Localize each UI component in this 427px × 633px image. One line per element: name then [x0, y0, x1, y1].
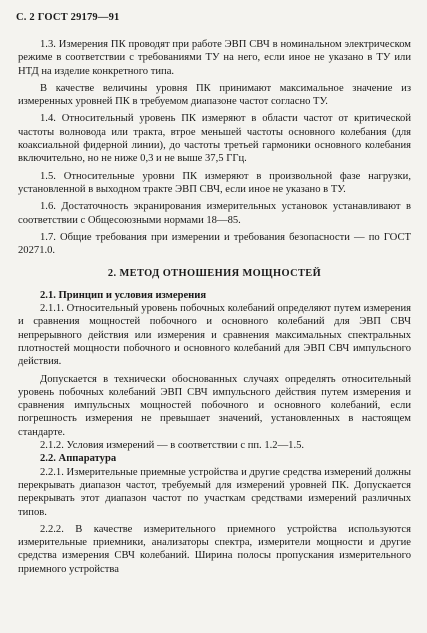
running-header: С. 2 ГОСТ 29179—91	[16, 12, 120, 23]
paragraph-1-6: 1.6. Достаточность экранирования измерительных установок устанавливают в соответствии с Общесоюзными нормами 18—85.	[18, 201, 411, 226]
paragraph-1-3: 1.3. Измерения ПК проводят при работе ЭВП СВЧ в номинальном электрическом режиме в соответствии с требованиями ТУ на него, если иное не указано в ТУ или НТД на изделие конкретного типа.	[18, 39, 411, 77]
subsection-2-2-heading: 2.2. Аппаратура	[40, 453, 117, 465]
paragraph-1-5: 1.5. Относительные уровни ПК измеряют в произвольной фазе нагрузки, установленной в выходном тракте ЭВП СВЧ, если иное не указано в ТУ.	[18, 170, 411, 195]
paragraph-1-3-value: В качестве величины уровня ПК принимают максимальное значение из измеренных уровней ПК в требуемом диапазоне частот согласно ТУ.	[18, 82, 411, 108]
paragraph-2-2-1: 2.2.1. Измерительные приемные устройства и другие средства измерений должны перекрывать диапазон частот, требуемый для измерений уровней ПК. Допускается перекрывать этот диапазон частот по участкам средствами измерений различных типов.	[18, 466, 411, 518]
paragraph-1-7: 1.7. Общие требования при измерении и требования безопасности — по ГОСТ 20271.0.	[18, 231, 411, 257]
paragraph-1-4: 1.4. Относительный уровень ПК измеряют в области частот от критической частоты волновода или тракта, втрое меньшей частоты основного колебания (для коаксиальной фидерной линии), до частоты третьей гармоники основного колебания включительно, но не ниже 0,3 и не выше 37,5 ГГц.	[18, 113, 411, 165]
paragraph-2-2-2: 2.2.2. В качестве измерительного приемного устройства используются измерительные приемники, анализаторы спектра, измерители мощности и другие средства измерения СВЧ колебаний. Ширина полосы пропускания измерительного приемного устройства	[18, 523, 411, 575]
subsection-2-1-heading: 2.1. Принцип и условия измерения	[40, 289, 207, 301]
section-title: 2. МЕТОД ОТНОШЕНИЯ МОЩНОСТЕЙ	[107, 268, 322, 280]
paragraph-allowed: Допускается в технически обоснованных случаях определять относительный уровень побочных колебаний ЭВП СВЧ импульсного действия путем измерения и сравнения импульсных мощностей побочного и основного колебаний, если погрешность измерения не превышает значений, установленных в настоящем стандарте.	[18, 373, 411, 438]
document-body	[18, 38, 411, 576]
paragraph-2-1-1: 2.1.1. Относительный уровень побочных колебаний определяют путем измерения и сравнения мощностей побочного и основного колебаний для ЭВП СВЧ непрерывного действия или измерения и сравнения максимальных спектральных плотностей мощности побочного и основного колебаний для ЭВП СВЧ импульсного действия.	[18, 303, 411, 368]
paragraph-2-1-2: 2.1.2. Условия измерений — в соответствии с пп. 1.2—1.5.	[40, 440, 305, 452]
